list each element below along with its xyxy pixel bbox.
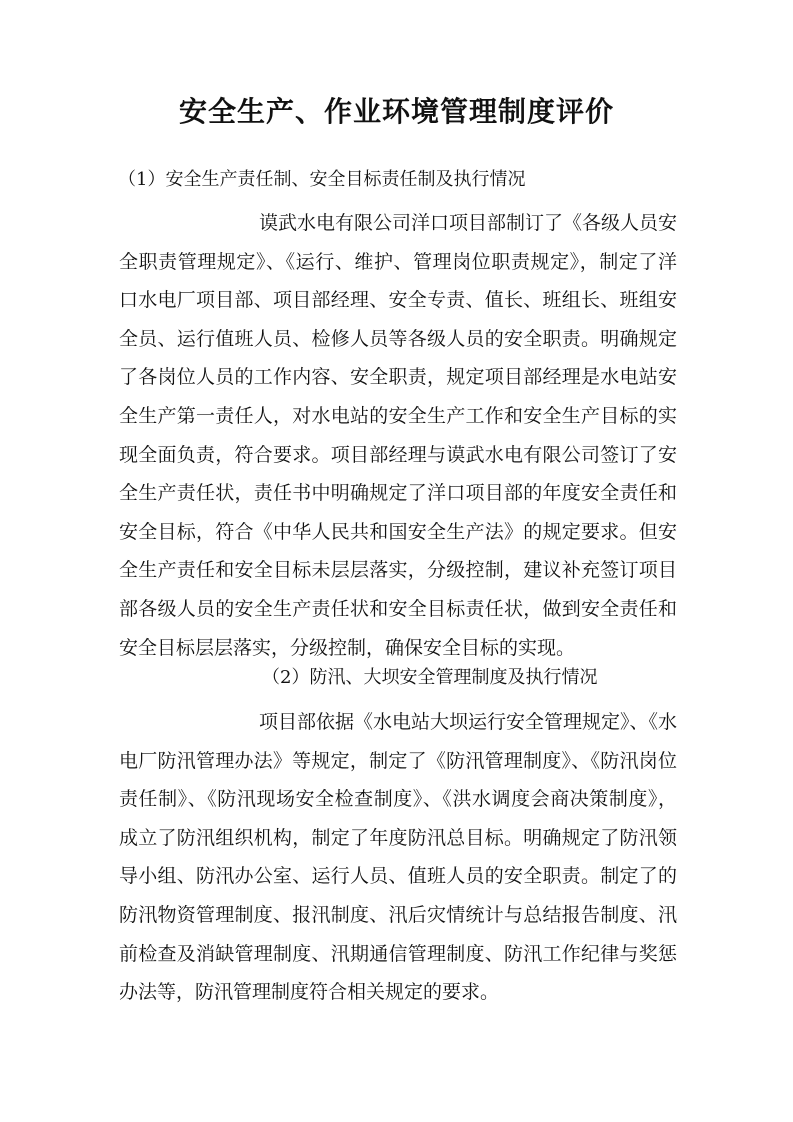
section-1-heading: （1）安全生产责任制、安全目标责任制及执行情况 (118, 169, 526, 190)
section-2-body: 项目部依据《水电站大坝运行安全管理规定》、《水电厂防汛管理办法》等规定，制定了《防汛管理制度》、《防汛岗位责任制》、《防汛现场安全检查制度》、《洪水调度会商决策制度》，成立了防汛组织机构，制定了年度防汛总目标。明确规定了防汛领导小组、防汛办公室、运行人员、值班人员的安全职责。制定了的防汛物资管理制度、报汛制度、汛后灾情统计与总结报告制度、汛前检查及消缺管理制度、汛期通信管理制度、防汛工作纪律与奖惩办法等，防汛管理制度符合相关规定的要求。 (119, 711, 678, 1004)
section-2-heading: （2）防汛、大坝安全管理制度及执行情况 (262, 667, 598, 688)
document-title: 安全生产、作业环境管理制度评价 (178, 95, 614, 128)
section-1-body: 谟武水电有限公司洋口项目部制订了《各级人员安全职责管理规定》、《运行、维护、管理岗位职责规定》，制定了洋口水电厂项目部、项目部经理、安全专责、值长、班组长、班组安全员、运行值班人员、检修人员等各级人员的安全职责。明确规定了各岗位人员的工作内容、安全职责，规定项目部经理是水电站安全生产第一责任人，对水电站的安全生产工作和安全生产目标的实现全面负责，符合要求。项目部经理与谟武水电有限公司签订了安全生产责任状，责任书中明确规定了洋口项目部的年度安全责任和安全目标，符合《中华人民共和国安全生产法》的规定要求。但安全生产责任和安全目标未层层落实，分级控制，建议补充签订项目部各级人员的安全生产责任状和安全目标责任状，做到安全责任和安全目标层层落实，分级控制，确保安全目标的实现。 (119, 212, 678, 659)
